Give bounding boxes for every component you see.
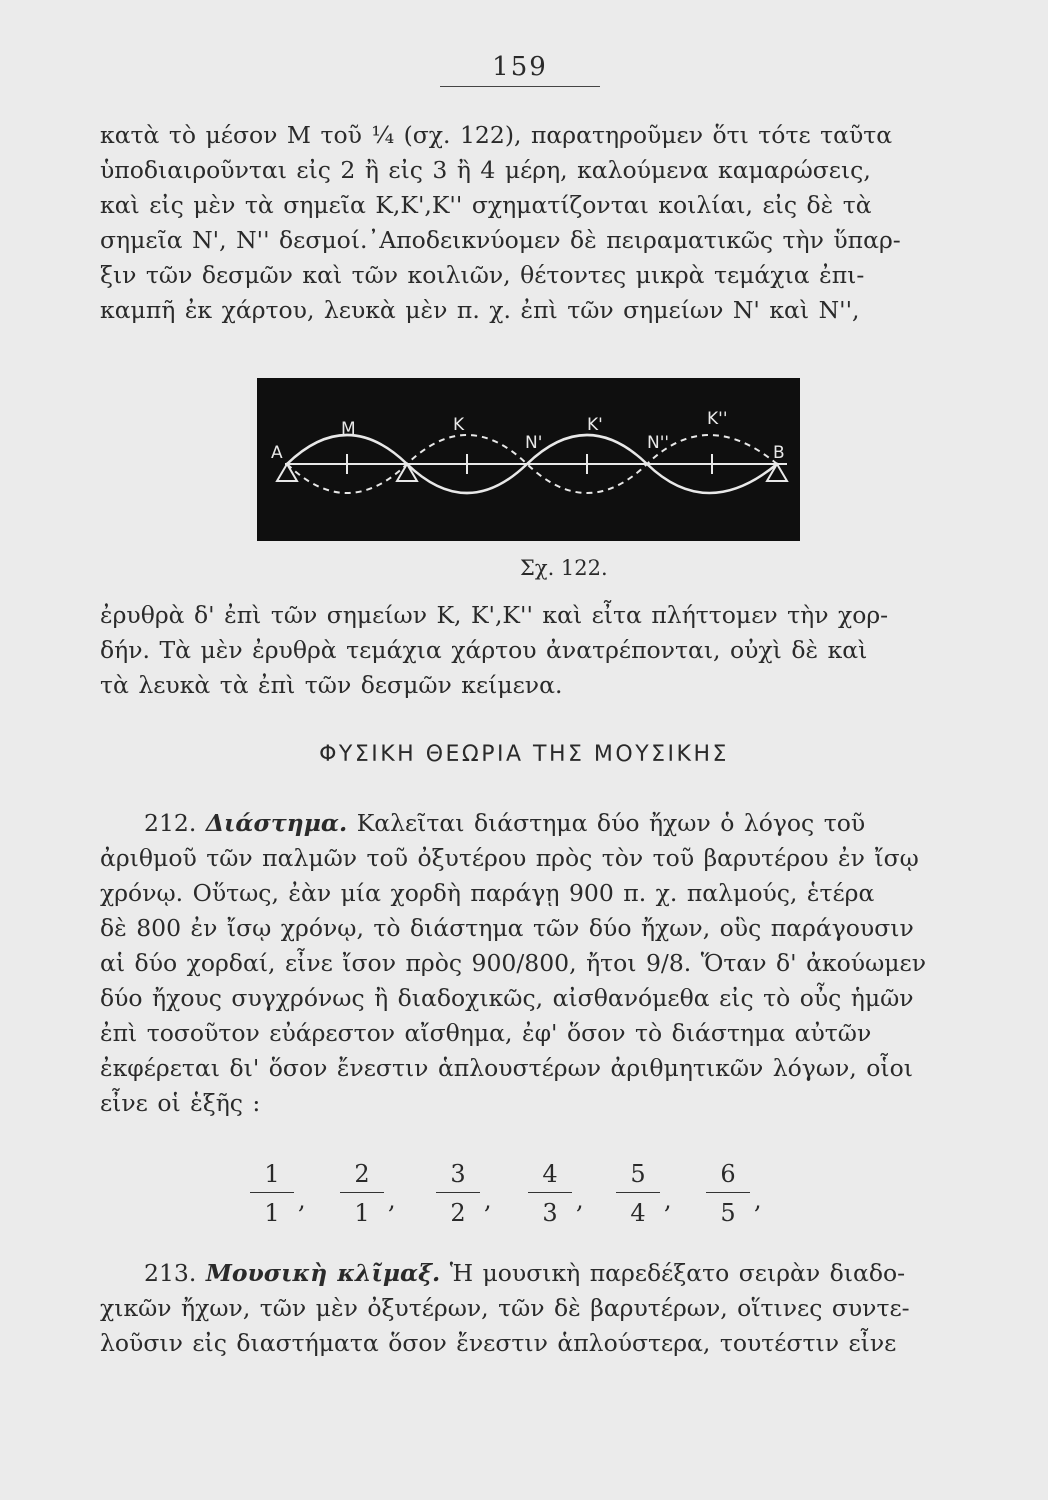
numerator: 1 [264,1160,280,1188]
label-K1: Κ' [587,415,603,435]
label-K: Κ [453,415,465,435]
ratio-list: 1 1 , 2 1 , 3 2 , 4 3 , 5 4 , 6 5 , [240,1158,800,1238]
denominator: 1 [354,1199,370,1227]
label-M: Μ [341,419,356,439]
fraction [250,1158,294,1229]
section-213 [100,1256,936,1361]
denominator: 4 [630,1199,646,1227]
label-B: Β [773,443,785,463]
section-heading: ΦΥΣΙΚΗ ΘΕΩΡΙΑ ΤΗΣ ΜΟΥΣΙΚΗΣ [319,742,729,767]
text-line [100,806,936,841]
page-number: 159 [440,52,600,87]
text-line: δὲ 800 ἐν ἴσῳ χρόνῳ, τὸ διάστημα τῶν δύο ἤχων, οὓς παράγουσιν [100,914,914,942]
text-line: σημεῖα Ν', Ν'' δεσμοί.᾽Αποδεικνύομεν δὲ πειραματικῶς τὴν ὕπαρ- [100,226,901,254]
text-line: χρόνῳ. Οὕτως, ἐὰν μία χορδὴ παράγῃ 900 π. χ. παλμούς, ἑτέρα [100,879,875,907]
label-N2: Ν'' [647,433,670,453]
denominator: 1 [264,1199,280,1227]
section-term: Μουσικὴ κλῖμαξ. [205,1259,441,1287]
label-N1: Ν' [525,433,543,453]
denominator: 2 [450,1199,466,1227]
numerator: 4 [542,1160,558,1188]
fraction [340,1158,384,1229]
text-line-part: Καλεῖται διάστημα δύο ἤχων ὁ λόγος τοῦ [356,809,866,837]
text-line: τὰ λευκὰ τὰ ἐπὶ τῶν δεσμῶν κείμενα. [100,671,563,699]
text-line: καὶ εἰς μὲν τὰ σημεῖα Κ,Κ',Κ'' σχηματίζονται κοιλίαι, εἰς δὲ τὰ [100,191,872,219]
section-number: 212. [144,809,197,837]
fraction [706,1158,750,1229]
numerator: 5 [630,1160,646,1188]
numerator: 3 [450,1160,466,1188]
text-line: αἱ δύο χορδαί, εἶνε ἴσον πρὸς 900/800, ἤτοι 9/8. Ὅταν δ' ἀκούωμεν [100,949,926,977]
fraction [436,1158,480,1229]
vibrating-string-figure [257,378,800,541]
text-line: ἀριθμοῦ τῶν παλμῶν τοῦ ὀξυτέρου πρὸς τὸν τοῦ βαρυτέρου ἐν ἴσῳ [100,844,919,872]
text-line: ἐρυθρὰ δ' ἐπὶ τῶν σημείων Κ, Κ',Κ'' καὶ εἶτα πλήττομεν τὴν χορ- [100,601,889,629]
text-line [100,1256,936,1291]
text-line: ξιν τῶν δεσμῶν καὶ τῶν κοιλιῶν, θέτοντες μικρὰ τεμάχια ἐπι- [100,261,865,289]
figure-caption: Σχ. 122. [520,556,608,580]
text-line: δύο ἤχους συγχρόνως ἢ διαδοχικῶς, αἰσθανόμεθα εἰς τὸ οὖς ἡμῶν [100,984,914,1012]
section-number: 213. [144,1259,197,1287]
text-line-part: Ἡ μουσικὴ παρεδέξατο σειρὰν διαδο- [449,1259,906,1287]
after-figure-paragraph [100,598,936,703]
numerator: 2 [354,1160,370,1188]
text-line: ὑποδιαιροῦνται εἰς 2 ἢ εἰς 3 ἢ 4 μέρη, καλούμενα καμαρώσεις, [100,156,871,184]
denominator: 5 [720,1199,736,1227]
text-line: δήν. Τὰ μὲν ἐρυθρὰ τεμάχια χάρτου ἀνατρέπονται, οὐχὶ δὲ καὶ [100,636,868,664]
text-line: κατὰ τὸ μέσον Μ τοῦ ¼ (σχ. 122), παρατηροῦμεν ὅτι τότε ταῦτα [100,121,893,149]
bridge-left [277,464,297,481]
fraction [528,1158,572,1229]
text-line: ἐπὶ τοσοῦτον εὐάρεστον αἴσθημα, ἐφ' ὅσον τὸ διάστημα αὐτῶν [100,1019,872,1047]
bridge-middle [397,464,417,481]
label-A: Α [271,443,283,463]
numerator: 6 [720,1160,736,1188]
text-line: εἶνε οἱ ἑξῆς : [100,1089,261,1117]
text-line: καμπῆ ἐκ χάρτου, λευκὰ μὲν π. χ. ἐπὶ τῶν σημείων Ν' καὶ Ν'', [100,296,860,324]
standing-wave-diagram [257,378,800,541]
text-line: λοῦσιν εἰς διαστήματα ὅσον ἔνεστιν ἁπλούστερα, τουτέστιν εἶνε [100,1329,897,1357]
text-line: χικῶν ἤχων, τῶν μὲν ὀξυτέρων, τῶν δὲ βαρυτέρων, οἵτινες συντε- [100,1294,910,1322]
denominator: 3 [542,1199,558,1227]
section-212 [100,806,936,1121]
fraction [616,1158,660,1229]
text-line: ἐκφέρεται δι' ὅσον ἔνεστιν ἁπλουστέρων ἀριθμητικῶν λόγων, οἷοι [100,1054,913,1082]
section-term: Διάστημα. [205,809,348,837]
intro-paragraph [100,118,936,328]
bridge-right [767,464,787,481]
label-K2: Κ'' [707,409,728,429]
